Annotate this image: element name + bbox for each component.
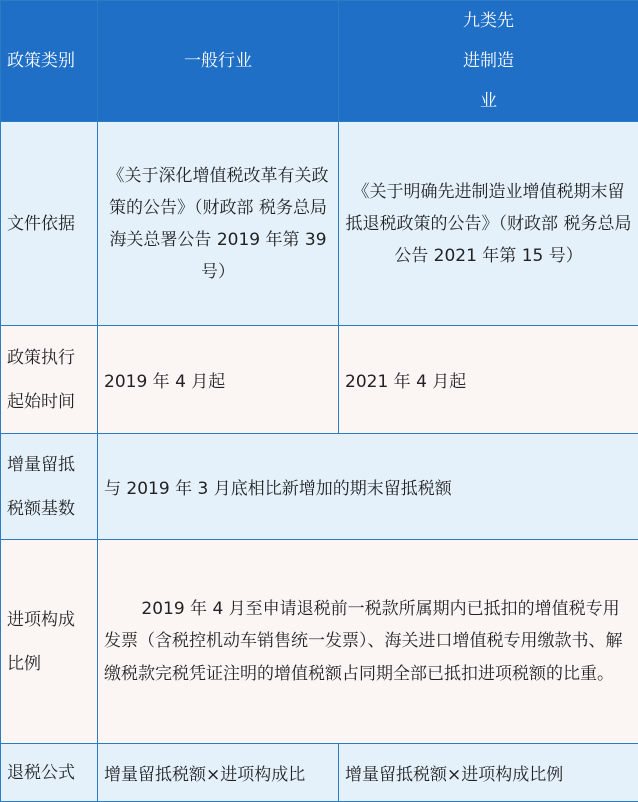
row-label-incremental-base	[1, 434, 98, 540]
header-general-text: 一般行业	[104, 38, 332, 84]
table-row-input-ratio	[1, 540, 638, 744]
cell-text: 2019 年 4 月至申请退税前一税款所属期内已抵扣的增值税专用发票（含税控机动车销售统一发票）、海关进口增值税专用缴款书、解缴税款完税凭证注明的增值税额占同期全部已抵扣进项税额的比重。	[104, 593, 632, 691]
cell-general-document-basis	[98, 122, 339, 326]
table-row-document-basis	[1, 122, 638, 326]
row-label-input-ratio	[1, 540, 98, 744]
cell-merged-incremental-base	[98, 434, 638, 540]
table-header-row	[1, 1, 638, 122]
row-label-text: 政策执行起始时间	[7, 336, 87, 424]
row-label-refund-formula	[1, 744, 98, 802]
header-advanced	[339, 1, 638, 122]
header-category	[1, 1, 98, 122]
cell-advanced-document-basis	[339, 122, 638, 326]
cell-text: 《关于深化增值税改革有关政策的公告》（财政部 税务总局 海关总署公告 2019 年第 39 号）	[106, 160, 330, 288]
row-label-document-basis	[1, 122, 98, 326]
cell-general-refund-formula	[98, 744, 339, 802]
cell-advanced-start-time	[339, 326, 638, 434]
cell-text: 增量留抵税额×进项构成比例	[345, 760, 632, 785]
row-label-text: 退税公式	[7, 751, 91, 795]
cell-text: 增量留抵税额×进项构成比	[104, 760, 332, 785]
row-label-text: 增量留抵税额基数	[7, 443, 87, 531]
cell-text: 《关于明确先进制造业增值税期末留抵退税政策的公告》（财政部 税务总局公告 2021 年第 15 号）	[345, 176, 632, 272]
cell-text: 2021 年 4 月起	[345, 367, 632, 392]
table-row-start-time	[1, 326, 638, 434]
cell-text: 2019 年 4 月起	[104, 367, 332, 392]
cell-merged-input-ratio	[98, 540, 638, 744]
row-label-start-time	[1, 326, 98, 434]
table-row-incremental-base	[1, 434, 638, 540]
row-label-text: 文件依据	[7, 202, 91, 246]
header-general	[98, 1, 339, 122]
cell-general-start-time	[98, 326, 339, 434]
row-label-text: 进项构成比例	[7, 598, 87, 686]
cell-text: 与 2019 年 3 月底相比新增加的期末留抵税额	[104, 474, 632, 499]
header-advanced-text: 九类先进制造业	[457, 1, 520, 121]
table-row-refund-formula	[1, 744, 638, 802]
cell-advanced-refund-formula	[339, 744, 638, 802]
header-category-text: 政策类别	[7, 38, 91, 84]
